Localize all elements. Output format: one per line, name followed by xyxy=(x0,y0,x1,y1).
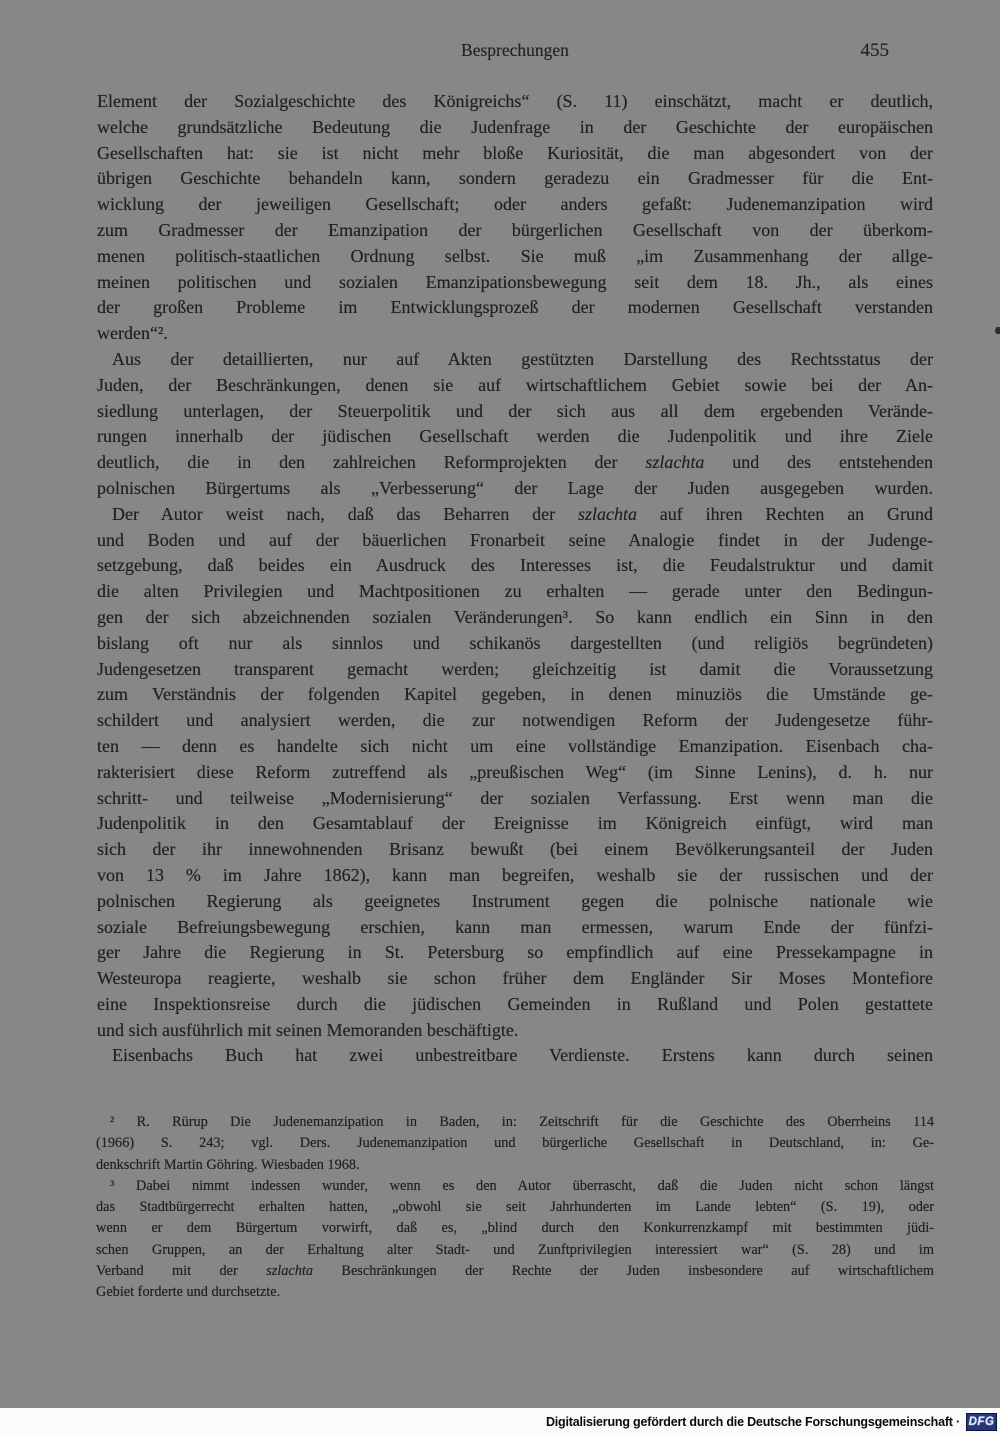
body-text-line: menen politisch-staatlichen Ordnung selbst. Sie muß „im Zusammenhang der allge- xyxy=(97,245,933,266)
body-text-line: Judenpolitik in den Gesamtablauf der Ereignisse im Königreich einfügt, wird man xyxy=(97,813,933,834)
body-text-line: welche grundsätzliche Bedeutung die Judenfrage in der Geschichte der europäischen xyxy=(97,116,933,137)
body-text-line: Judengesetzen transparent gemacht werden; gleichzeitig ist damit die Voraussetzung xyxy=(97,658,933,679)
body-text-line: sich der ihr innewohnenden Brisanz bewußt (bei einem Bevölkerungsanteil der Juden xyxy=(97,839,933,860)
footnote-line: das Stadtbürgerrecht erhalten hatten, „obwohl sie seit Jahrhunderten im Lande lebten“ (S. 19), oder xyxy=(96,1199,934,1216)
body-text-line: werden“². xyxy=(97,323,168,344)
body-text-line: übrigen Geschichte behandeln kann, sondern geradezu ein Gradmesser für die Ent- xyxy=(97,168,933,189)
body-text-line: ger Jahre die Regierung in St. Petersburg so empfindlich auf eine Pressekampagne in xyxy=(97,942,933,963)
body-text-line: rakterisiert diese Reform zutreffend als „preußischen Weg“ (im Sinne Lenins), d. h. nur xyxy=(97,761,933,782)
body-text-line: wicklung der jeweiligen Gesellschaft; oder anders gefaßt: Judenemanzipation wird xyxy=(97,194,933,215)
body-text-line: soziale Befreiungsbewegung erschien, kann man ermessen, warum Ende der fünfzi- xyxy=(97,916,933,937)
body-text-line: und Boden und auf der bäuerlichen Fronarbeit seine Analogie findet in der Judenge- xyxy=(97,529,933,550)
digitization-credit-text: Digitalisierung gefördert durch die Deutsche Forschungsgemeinschaft · xyxy=(545,1415,960,1429)
body-text-line: zum Verständnis der folgenden Kapitel gegeben, in denen minuziös die Umstände ge- xyxy=(97,684,933,705)
body-text-line: gen der sich abzeichnenden sozialen Veränderungen³. So kann endlich ein Sinn in den xyxy=(97,606,933,627)
body-text-line: die alten Privilegien und Machtpositionen zu erhalten — gerade unter den Bedingun- xyxy=(97,581,933,602)
footnote-line: Gebiet forderte und durchsetzte. xyxy=(96,1284,281,1301)
footnote-line: (1966) S. 243; vgl. Ders. Judenemanzipation und bürgerliche Gesellschaft in Deutschland, in: Ge- xyxy=(96,1135,934,1152)
body-text-line: rungen innerhalb der jüdischen Gesellschaft werden die Judenpolitik und ihre Ziele xyxy=(97,426,933,447)
footnote-line: schen Gruppen, an der Erhaltung alter Stadt- und Zunftprivilegien interessiert war“ (S. 28) und im xyxy=(96,1241,934,1258)
body-text-line: setzgebung, daß beides ein Ausdruck des Interesses ist, die Feudalstruktur und damit xyxy=(97,555,933,576)
body-text-line: Juden, der Beschränkungen, denen sie auf wirtschaftlichem Gebiet sowie bei der An- xyxy=(97,374,933,395)
body-text-line: Westeuropa reagierte, weshalb sie schon früher dem Engländer Sir Moses Montefiore xyxy=(97,968,933,989)
body-text-line: eine Inspektionsreise durch die jüdischen Gemeinden in Rußland und Polen gestattete xyxy=(97,993,933,1014)
body-text-line: und sich ausführlich mit seinen Memoranden beschäftigte. xyxy=(97,1019,519,1040)
body-text-line: Element der Sozialgeschichte des Königreichs“ (S. 11) einschätzt, macht er deutlich, xyxy=(97,91,933,111)
body-text-line: meinen politischen und sozialen Emanzipationsbewegung seit dem 18. Jh., als eines xyxy=(97,271,933,292)
review-body-text xyxy=(97,89,933,1069)
body-text-line: deutlich, die in den zahlreichen Reformprojekten der szlachta und des entstehenden xyxy=(97,452,933,473)
scan-artifact-speck xyxy=(995,327,1000,334)
footnote-line: ² R. Rürup Die Judenemanzipation in Baden, in: Zeitschrift für die Geschichte des Oberrheins 114 xyxy=(110,1114,934,1130)
body-text-line: schildert und analysiert werden, die zur notwendigen Reform der Judengesetze führ- xyxy=(97,710,933,731)
body-text-line: siedlung unterlagen, der Steuerpolitik und der sich aus all dem ergebenden Verände- xyxy=(97,400,933,421)
footnote-line: denkschrift Martin Göhring. Wiesbaden 1968. xyxy=(96,1156,360,1173)
body-text-line: ten — denn es handelte sich nicht um eine vollständige Emanzipation. Eisenbach cha- xyxy=(97,735,933,756)
body-text-line: bislang oft nur als sinnlos und schikanös dargestellten (und religiös begründeten) xyxy=(97,632,933,653)
body-text-line: polnischen Bürgertums als „Verbesserung“ der Lage der Juden ausgegeben wurden. xyxy=(97,477,933,498)
body-text-line: polnischen Regierung als geeignetes Instrument gegen die polnische nationale wie xyxy=(97,890,933,911)
body-text-line: von 13 % im Jahre 1862), kann man begreifen, weshalb sie der russischen und der xyxy=(97,864,933,885)
footnotes xyxy=(96,1112,934,1304)
body-text-line: Eisenbachs Buch hat zwei unbestreitbare Verdienste. Erstens kann durch seinen xyxy=(112,1045,933,1066)
footnote-line: wenn er dem Bürgertum vorwirft, daß es, „blind durch den Konkurrenzkampf mit bestimmten jüdi- xyxy=(96,1220,934,1237)
body-text-line: Der Autor weist nach, daß das Beharren der szlachta auf ihren Rechten an Grund xyxy=(112,503,933,524)
footnote-line: ³ Dabei nimmt indessen wunder, wenn es den Autor überrascht, daß die Juden nicht schon längst xyxy=(110,1177,934,1194)
body-text-line: schritt- und teilweise „Modernisierung“ der sozialen Verfassung. Erst wenn man die xyxy=(97,787,933,808)
page-number: 455 xyxy=(860,40,889,61)
body-text-line: Aus der detaillierten, nur auf Akten gestützten Darstellung des Rechtsstatus der xyxy=(112,348,933,369)
body-text-line: Gesellschaften hat: sie ist nicht mehr bloße Kuriosität, die man abgesondert von der xyxy=(97,142,933,163)
running-head: Besprechungen xyxy=(461,40,569,60)
footnote-line: Verband mit der szlachta Beschränkungen der Rechte der Juden insbesondere auf wirtschaftlichem xyxy=(96,1263,934,1280)
page-header xyxy=(97,40,933,66)
dfg-logo: DFG xyxy=(966,1413,997,1431)
body-text-line: zum Gradmesser der Emanzipation der bürgerlichen Gesellschaft von der überkom- xyxy=(97,219,933,240)
body-text-line: der großen Probleme im Entwicklungsprozeß der modernen Gesellschaft verstanden xyxy=(97,297,933,318)
digitization-footer xyxy=(0,1408,1000,1436)
